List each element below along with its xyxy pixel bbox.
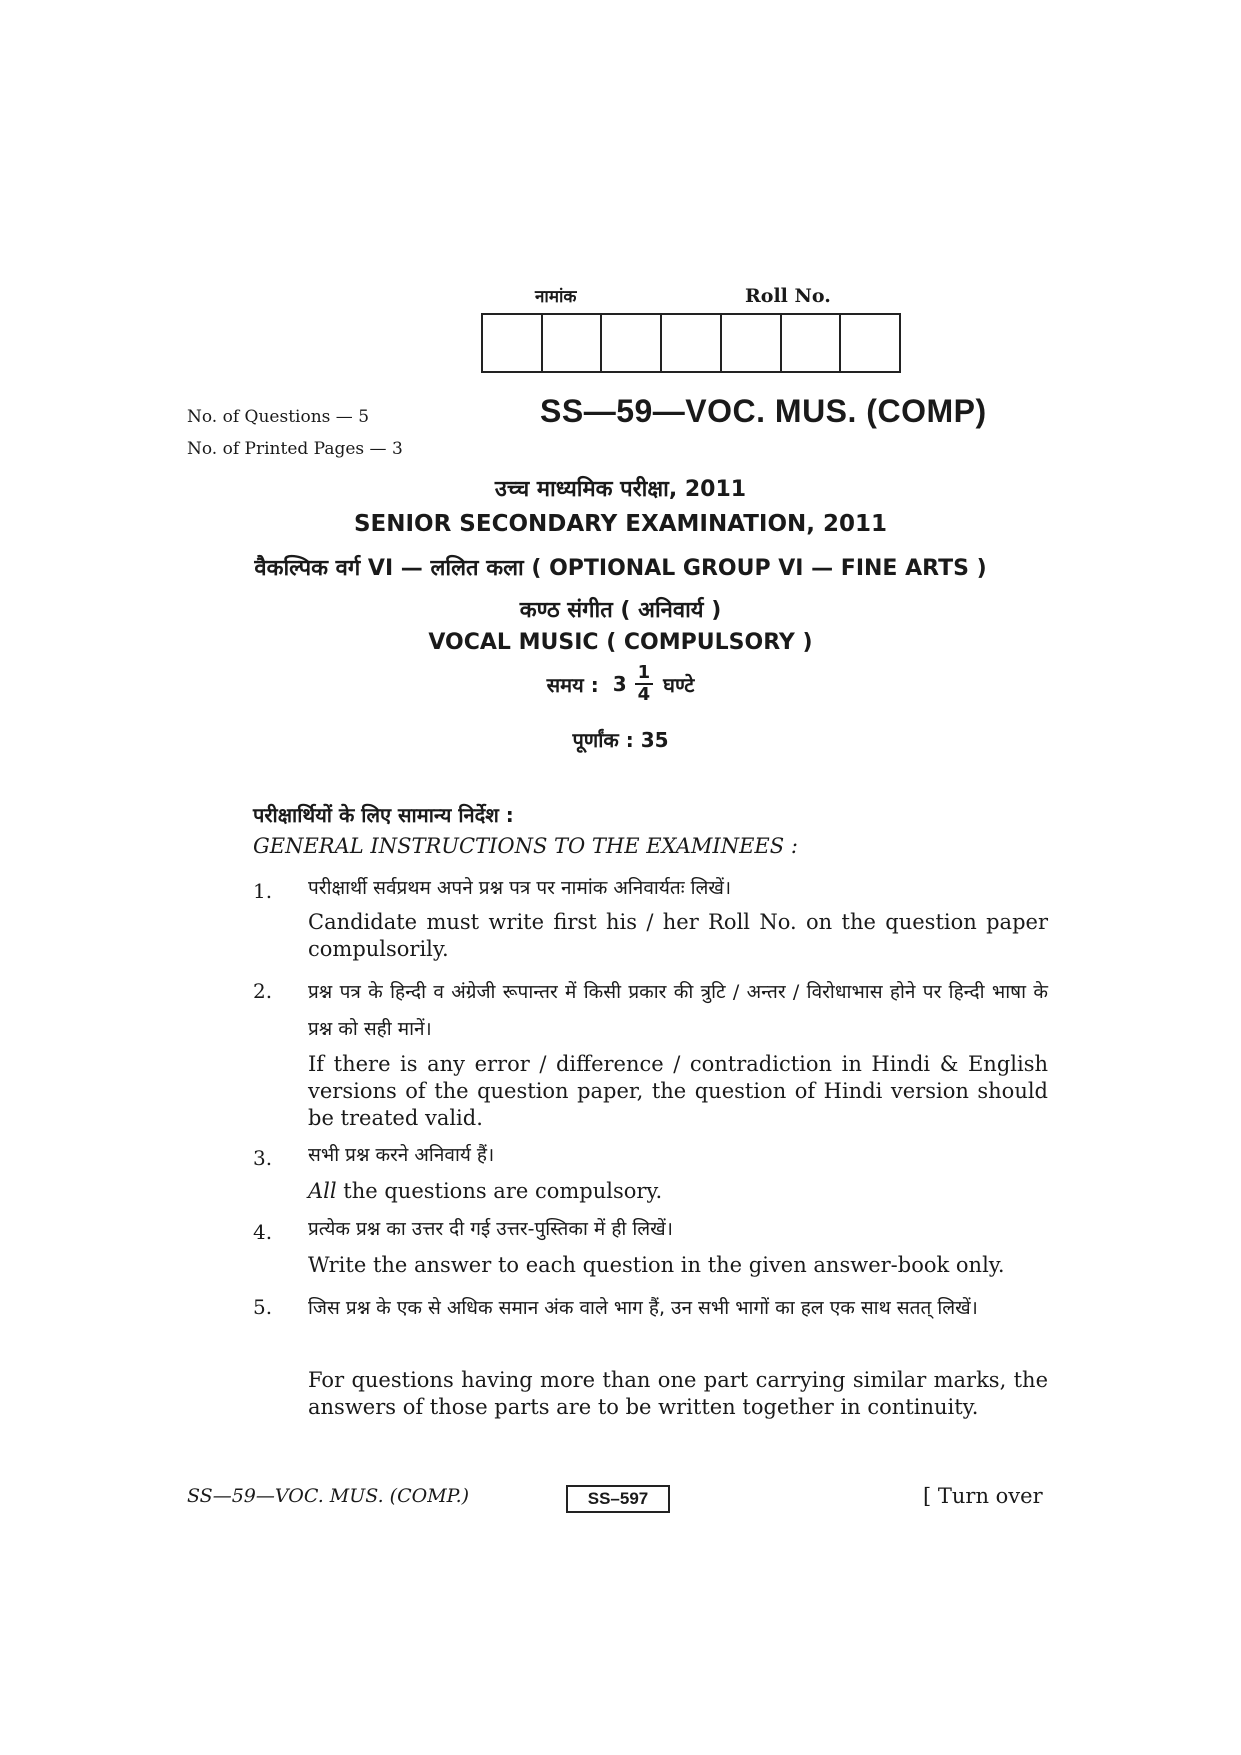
roll-cell[interactable] <box>782 315 842 371</box>
question-count: No. of Questions — 5 <box>187 407 370 427</box>
roll-cell[interactable] <box>841 315 899 371</box>
instructions-title-hindi: परीक्षार्थियों के लिए सामान्य निर्देश : <box>253 803 514 827</box>
instruction-hindi: जिस प्रश्न के एक से अधिक समान अंक वाले भाग हैं, उन सभी भागों का हल एक साथ सतत् लिखें। <box>308 1297 978 1319</box>
instruction-number: 3. <box>253 1146 273 1170</box>
roll-number-boxes[interactable] <box>481 313 901 373</box>
exam-title-english: SENIOR SECONDARY EXAMINATION, 2011 <box>353 511 888 537</box>
roll-cell[interactable] <box>483 315 543 371</box>
instruction-english <box>308 1178 1048 1205</box>
paper-code: SS—59—VOC. MUS. (COMP) <box>540 393 987 429</box>
instruction-number: 2. <box>253 979 273 1003</box>
instructions-title-english: GENERAL INSTRUCTIONS TO THE EXAMINEES : <box>253 834 798 858</box>
time-allowed <box>0 663 1241 705</box>
optional-group-title: वैकल्पिक वर्ग VI — ललित कला ( OPTIONAL GROUP VI — FINE ARTS ) <box>254 556 987 581</box>
instruction-hindi: प्रत्येक प्रश्न का उत्तर दी गई उत्तर-पुस्तिका में ही लिखें। <box>308 1218 673 1240</box>
instruction-english-rest: the questions are compulsory. <box>336 1179 663 1203</box>
instruction-hindi: परीक्षार्थी सर्वप्रथम अपने प्रश्न पत्र पर नामांक अनिवार्यतः लिखें। <box>308 877 732 899</box>
instruction-english: Candidate must write first his / her Roll No. on the question paper compulsorily. <box>308 910 1048 961</box>
footer-paper-code: SS—59—VOC. MUS. (COMP.) <box>187 1485 470 1507</box>
instruction-number: 1. <box>253 879 273 903</box>
subject-title-hindi: कण्ठ संगीत ( अनिवार्य ) <box>519 598 722 623</box>
printed-pages-count: No. of Printed Pages — 3 <box>187 439 403 459</box>
footer-set-code: SS–597 <box>566 1485 670 1513</box>
roll-label-hindi: नामांक <box>535 287 577 307</box>
instruction-hindi: सभी प्रश्न करने अनिवार्य हैं। <box>308 1144 495 1166</box>
subject-title-english: VOCAL MUSIC ( COMPULSORY ) <box>428 630 813 655</box>
exam-title-hindi: उच्च माध्यमिक परीक्षा, 2011 <box>494 477 747 502</box>
time-fraction <box>635 663 654 705</box>
roll-cell[interactable] <box>602 315 662 371</box>
time-label: समय : <box>546 672 599 697</box>
instruction-english: Write the answer to each question in the given answer-book only. <box>308 1253 1005 1277</box>
max-marks: पूर्णांक : 35 <box>572 728 669 752</box>
time-numerator: 1 <box>635 663 654 685</box>
instruction-english: If there is any error / difference / contradiction in Hindi & English versions of the question paper, the question of Hindi version should be treated valid. <box>308 1052 1048 1130</box>
instruction-english: For questions having more than one part carrying similar marks, the answers of those parts are to be written together in continuity. <box>308 1368 1048 1419</box>
instruction-number: 4. <box>253 1220 273 1244</box>
time-whole: 3 <box>612 672 627 696</box>
roll-label-english: Roll No. <box>745 285 831 307</box>
time-unit: घण्टे <box>663 672 695 697</box>
roll-cell[interactable] <box>722 315 782 371</box>
roll-cell[interactable] <box>543 315 603 371</box>
instruction-hindi: प्रश्न पत्र के हिन्दी व अंग्रेजी रूपान्तर में किसी प्रकार की त्रुटि / अन्तर / विरोधाभास होने पर हिन्दी भाषा के प्रश्न को सही मानें। <box>308 981 1048 1040</box>
roll-cell[interactable] <box>662 315 722 371</box>
instruction-number: 5. <box>253 1295 273 1319</box>
emphasis-all: All <box>308 1179 337 1203</box>
turn-over-note: [ Turn over <box>923 1484 1043 1508</box>
time-denominator: 4 <box>637 684 651 705</box>
